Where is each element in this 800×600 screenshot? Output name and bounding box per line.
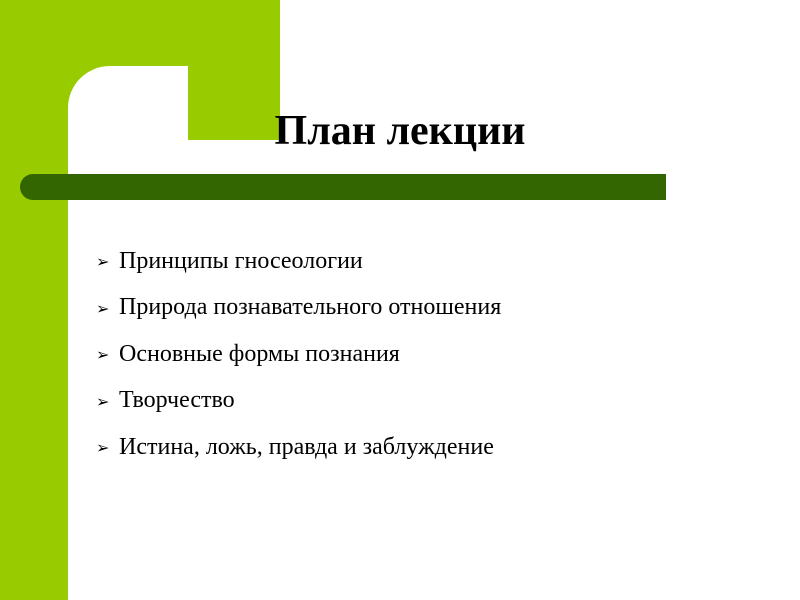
bullet-text: Принципы гносеологии (119, 247, 363, 274)
bullet-text: Творчество (119, 387, 235, 414)
bullet-text: Истина, ложь, правда и заблуждение (119, 433, 494, 460)
bullet-item (96, 285, 501, 332)
arrow-right-icon: ➢ (96, 393, 110, 411)
arrow-right-icon: ➢ (96, 254, 110, 272)
arrow-right-icon: ➢ (96, 440, 110, 458)
bullet-item (96, 331, 501, 378)
bullet-text: Основные формы познания (119, 340, 400, 367)
bullet-text: Природа познавательного отношения (119, 294, 502, 321)
bullet-item (96, 378, 501, 425)
accent-strip-left (0, 0, 68, 600)
bullet-item (96, 238, 501, 285)
title-underline-bar (20, 174, 666, 200)
arrow-right-icon: ➢ (96, 300, 110, 318)
slide-title: План лекции (274, 108, 526, 154)
arrow-right-icon: ➢ (96, 347, 110, 365)
bullet-item (96, 424, 501, 471)
bullet-list (96, 238, 501, 471)
